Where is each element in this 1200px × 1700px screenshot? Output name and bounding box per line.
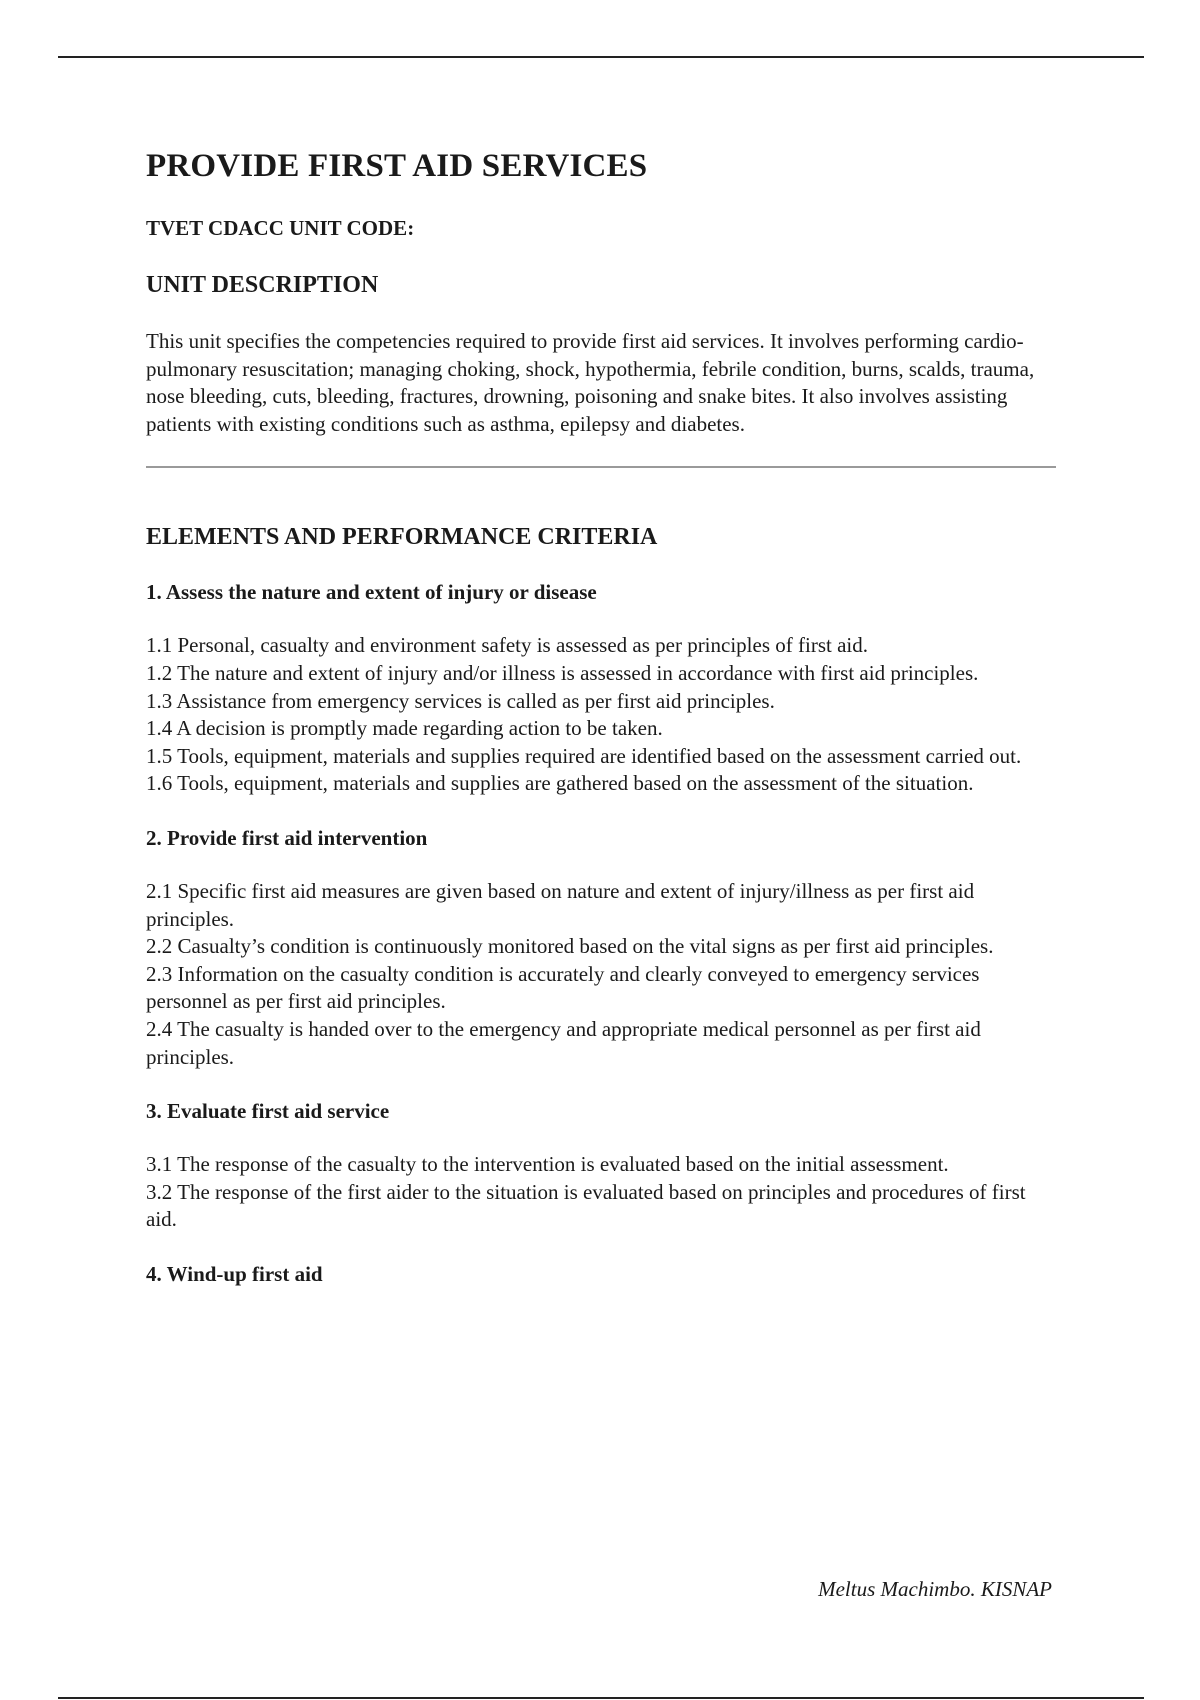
criterion-1-4: 1.4 A decision is promptly made regarding action to be taken. [146, 716, 663, 741]
unit-description-text: This unit specifies the competencies required to provide first aid services. It involves performing cardio-pulmonary resuscitation; managing choking, shock, hypothermia, febrile condition, burns, scalds, trauma, nose bleeding, cuts, bleeding, fractures, drowning, poisoning and snake bites. It also involves assisting patients with existing conditions such as asthma, epilepsy and diabetes. [146, 329, 1035, 436]
criterion-3-1: 3.1 The response of the casualty to the intervention is evaluated based on the initial assessment. [146, 1152, 949, 1177]
section-divider [146, 466, 1056, 468]
element-title: 4. Wind-up first aid [146, 1261, 323, 1286]
criterion-1-2: 1.2 The nature and extent of injury and/or illness is assessed in accordance with first aid principles. [146, 660, 979, 685]
page-bottom-rule [58, 1697, 1144, 1699]
criterion-2-1: 2.1 Specific first aid measures are given based on nature and extent of injury/illness as per first aid principles. [146, 878, 975, 931]
element-title: 3. Evaluate first aid service [146, 1099, 390, 1124]
criterion-2-2: 2.2 Casualty’s condition is continuously monitored based on the vital signs as per first aid principles. [146, 934, 994, 959]
page-top-rule [58, 56, 1144, 58]
element-title: 1. Assess the nature and extent of injury or disease [146, 580, 597, 605]
criterion-2-3: 2.3 Information on the casualty condition is accurately and clearly conveyed to emergency services personnel as per first aid principles. [146, 961, 980, 1014]
document-title: PROVIDE FIRST AID SERVICES [146, 148, 648, 184]
criterion-1-1: 1.1 Personal, casualty and environment safety is assessed as per principles of first aid. [146, 633, 868, 658]
element-1 [146, 578, 1056, 798]
element-2 [146, 824, 1056, 1071]
author-signature: Meltus Machimbo. KISNAP [818, 1577, 1052, 1601]
unit-description-heading: UNIT DESCRIPTION [146, 272, 379, 298]
element-title: 2. Provide first aid intervention [146, 825, 428, 850]
unit-code-label: TVET CDACC UNIT CODE: [146, 216, 415, 240]
criteria-list [146, 878, 1056, 1071]
criteria-list [146, 632, 1056, 798]
criterion-1-6: 1.6 Tools, equipment, materials and supplies are gathered based on the assessment of the situation. [146, 771, 974, 796]
criterion-1-3: 1.3 Assistance from emergency services is called as per first aid principles. [146, 688, 775, 713]
element-3 [146, 1097, 1056, 1234]
document-body [146, 144, 1056, 1288]
criterion-1-5: 1.5 Tools, equipment, materials and supplies required are identified based on the assessment carried out. [146, 743, 1022, 768]
criteria-list [146, 1151, 1056, 1234]
criterion-3-2: 3.2 The response of the first aider to the situation is evaluated based on principles and procedures of first aid. [146, 1179, 1026, 1232]
elements-heading: ELEMENTS AND PERFORMANCE CRITERIA [146, 524, 658, 551]
criterion-2-4: 2.4 The casualty is handed over to the emergency and appropriate medical personnel as per first aid principles. [146, 1016, 981, 1069]
element-4 [146, 1260, 1056, 1288]
